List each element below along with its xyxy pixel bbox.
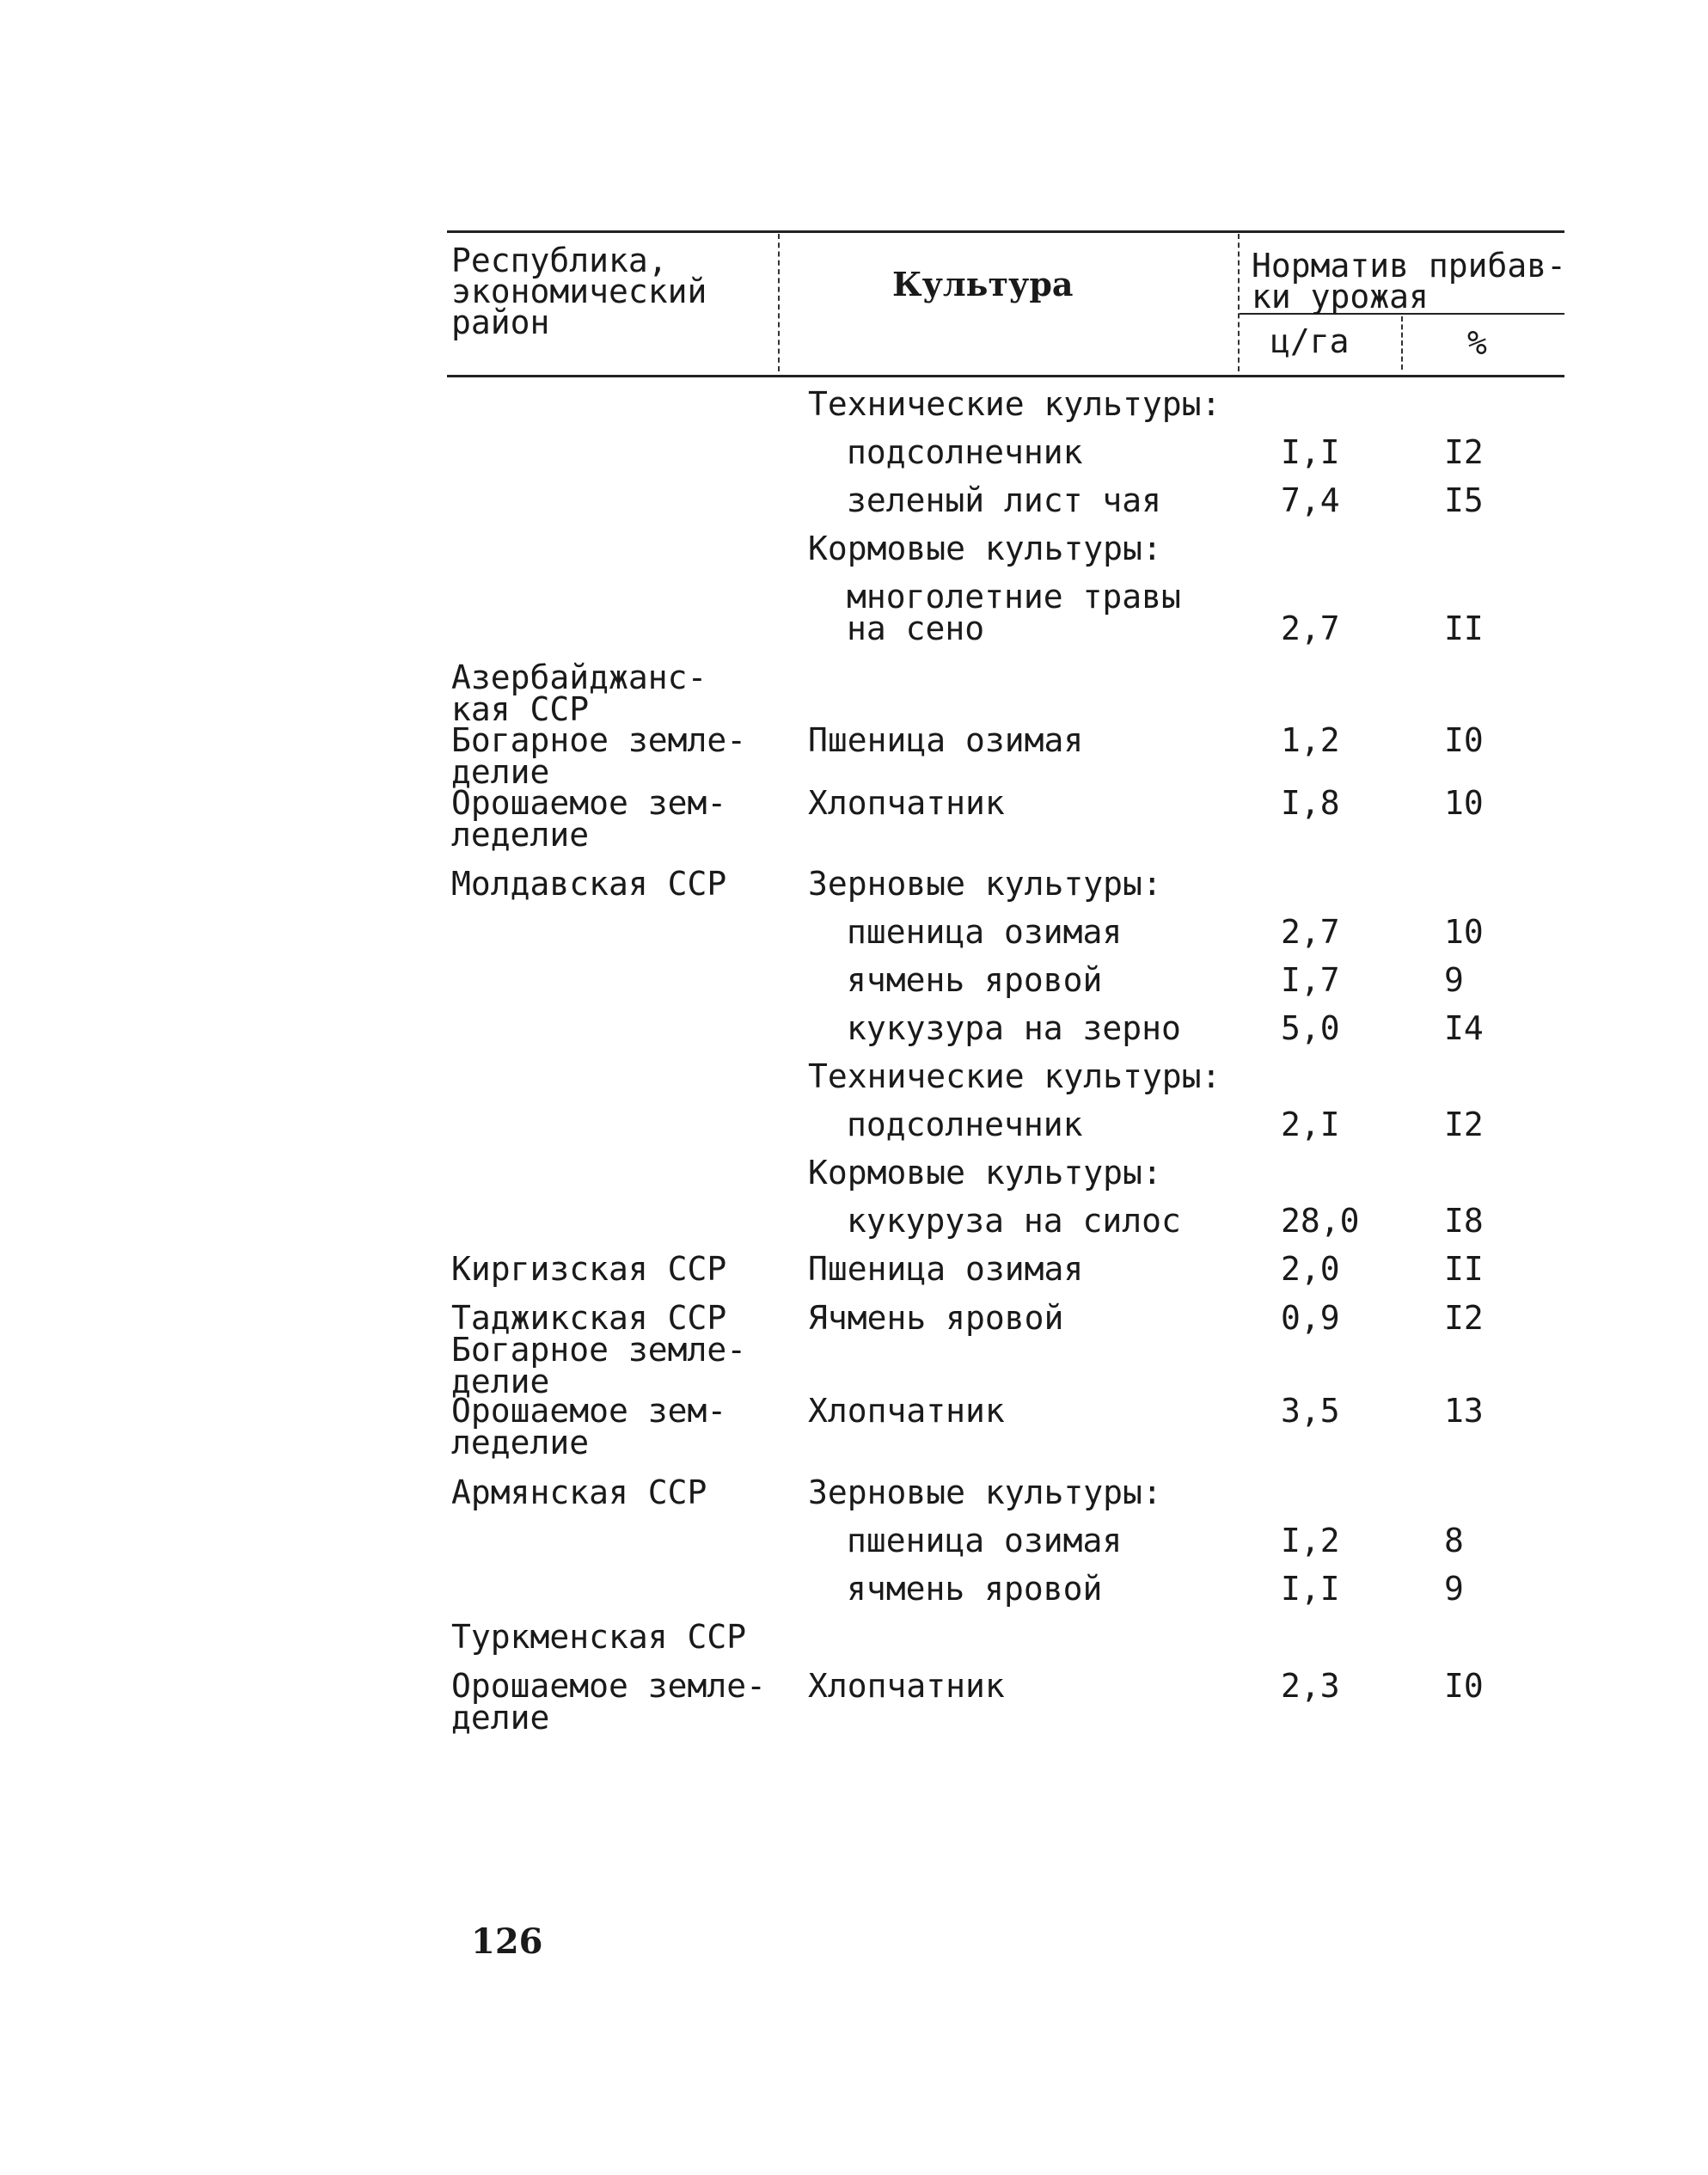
value-cga: 2,3 (1281, 1667, 1340, 1705)
value-cga: I,I (1281, 1570, 1340, 1608)
value-cga: 2,7 (1281, 610, 1340, 647)
region-cell: Туркменская ССР (451, 1618, 747, 1656)
region-cell: делие (451, 1363, 550, 1400)
crop-cell: Ячмень яровой (808, 1299, 1064, 1337)
crop-cell: Зерновые культуры: (808, 865, 1162, 903)
region-cell: кая ССР (451, 690, 590, 728)
header-crop: Культура (892, 265, 1074, 303)
value-cga: 2,7 (1281, 913, 1340, 951)
header-divider-2 (1238, 234, 1240, 371)
crop-cell: ячмень яровой (847, 961, 1103, 999)
region-cell: Азербайджанс- (451, 659, 707, 696)
region-cell: делие (451, 1699, 550, 1737)
crop-cell: Пшеница озимая (808, 1250, 1084, 1288)
value-pct: 8 (1444, 1522, 1464, 1559)
value-pct: I0 (1444, 1667, 1484, 1705)
table-top-rule (447, 230, 1564, 233)
value-cga: I,8 (1281, 784, 1340, 822)
header-region-line-1: Республика, (451, 242, 668, 279)
region-cell: Киргизская ССР (451, 1250, 727, 1288)
header-unit-cga: ц/га (1270, 322, 1350, 360)
region-cell: Орошаемое зем- (451, 784, 727, 822)
header-bottom-rule (447, 375, 1564, 377)
crop-cell: кукузура на зерно (847, 1009, 1181, 1047)
value-cga: 1,2 (1281, 721, 1340, 759)
value-pct: 9 (1444, 1570, 1464, 1608)
value-pct: II (1444, 1250, 1484, 1288)
region-cell: леделие (451, 1424, 590, 1461)
region-cell: Молдавская ССР (451, 865, 727, 903)
crop-cell: Технические культуры: (808, 385, 1221, 423)
crop-cell: Хлопчатник (808, 784, 1005, 822)
value-cga: I,7 (1281, 961, 1340, 999)
value-cga: I,2 (1281, 1522, 1340, 1559)
region-cell: Богарное земле- (451, 721, 747, 759)
region-cell: делие (451, 753, 550, 791)
value-cga: 2,0 (1281, 1250, 1340, 1288)
region-cell: леделие (451, 816, 590, 854)
header-norm-line-2: ки урожая (1252, 278, 1429, 316)
header-region-line-2: экономический (451, 273, 707, 310)
value-cga: 7,4 (1281, 481, 1340, 519)
value-pct: I5 (1444, 481, 1484, 519)
value-cga: I,I (1281, 433, 1340, 471)
crop-cell: подсолнечник (847, 433, 1083, 471)
header-unit-pct: % (1467, 324, 1487, 362)
crop-cell: Технические культуры: (808, 1057, 1221, 1095)
value-pct: II (1444, 610, 1484, 647)
crop-cell: кукуруза на силос (847, 1202, 1181, 1240)
region-cell: Богарное земле- (451, 1331, 747, 1369)
crop-cell: Пшеница озимая (808, 721, 1084, 759)
value-pct: I4 (1444, 1009, 1484, 1047)
crop-cell: пшеница озимая (847, 1522, 1123, 1559)
value-pct: I0 (1444, 721, 1484, 759)
crop-cell: Хлопчатник (808, 1667, 1005, 1705)
value-cga: 5,0 (1281, 1009, 1340, 1047)
page-number: 126 (471, 1921, 543, 1962)
value-pct: 10 (1444, 913, 1484, 951)
value-pct: 13 (1444, 1392, 1484, 1430)
region-cell: Таджикская ССР (451, 1299, 727, 1337)
crop-cell: пшеница озимая (847, 913, 1123, 951)
value-pct: 9 (1444, 961, 1464, 999)
crop-cell: Зерновые культуры: (808, 1473, 1162, 1511)
region-cell: Орошаемое зем- (451, 1392, 727, 1430)
value-pct: I2 (1444, 1299, 1484, 1337)
value-cga: 3,5 (1281, 1392, 1340, 1430)
crop-cell: многолетние травы (847, 578, 1181, 616)
header-divider-1 (778, 234, 780, 371)
crop-cell: Кормовые культуры: (808, 1154, 1162, 1192)
value-pct: I8 (1444, 1202, 1484, 1240)
crop-cell: Хлопчатник (808, 1392, 1005, 1430)
value-cga: 28,0 (1281, 1202, 1360, 1240)
value-cga: 0,9 (1281, 1299, 1340, 1337)
crop-cell: подсолнечник (847, 1106, 1083, 1143)
value-pct: 10 (1444, 784, 1484, 822)
header-region-line-3: район (451, 303, 550, 341)
region-cell: Армянская ССР (451, 1473, 707, 1511)
value-pct: I2 (1444, 1106, 1484, 1143)
header-norm-line-1: Норматив прибав- (1252, 247, 1567, 285)
crop-cell: ячмень яровой (847, 1570, 1103, 1608)
crop-cell: Кормовые культуры: (808, 530, 1162, 567)
header-divider-3 (1401, 316, 1403, 370)
region-cell: Орошаемое земле- (451, 1667, 767, 1705)
crop-cell: на сено (847, 610, 985, 647)
crop-cell: зеленый лист чая (847, 481, 1162, 519)
value-cga: 2,I (1281, 1106, 1340, 1143)
value-pct: I2 (1444, 433, 1484, 471)
